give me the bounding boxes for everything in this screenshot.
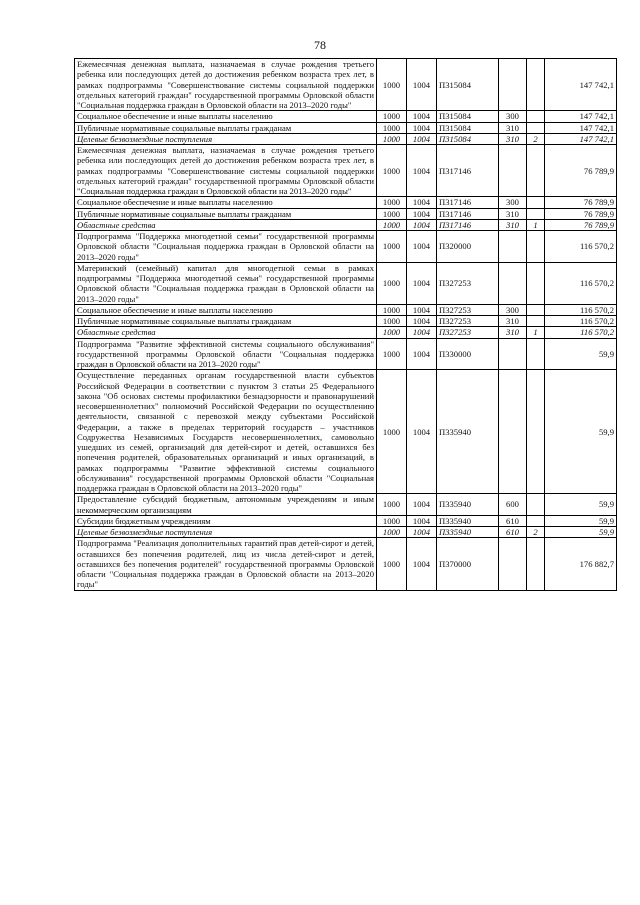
table-row	[75, 262, 617, 304]
amount: 76 789,9	[545, 145, 617, 197]
row-name: Подпрограмма "Развитие эффективной системы социального обслуживания" государственной программы Орловской области "Социальная поддержка граждан в Орловской области на 2013–2020 годы"	[75, 338, 377, 370]
funding-source-code	[527, 59, 545, 111]
target-article-code: П335940	[437, 370, 499, 494]
amount: 116 570,2	[545, 327, 617, 338]
target-article-code: П315084	[437, 133, 499, 144]
expense-type-code: 300	[499, 111, 527, 122]
subsection-code: 1004	[407, 538, 437, 590]
row-name: Социальное обеспечение и иные выплаты населению	[75, 111, 377, 122]
budget-table	[74, 58, 617, 591]
target-article-code: П327253	[437, 316, 499, 327]
section-code: 1000	[377, 145, 407, 197]
target-article-code: П320000	[437, 231, 499, 263]
funding-source-code	[527, 145, 545, 197]
target-article-code: П315084	[437, 122, 499, 133]
target-article-code: П317146	[437, 208, 499, 219]
target-article-code: П327253	[437, 327, 499, 338]
funding-source-code	[527, 208, 545, 219]
target-article-code: П315084	[437, 59, 499, 111]
funding-source-code	[527, 111, 545, 122]
amount: 176 882,7	[545, 538, 617, 590]
row-name: Целевые безвозмездные поступления	[75, 133, 377, 144]
expense-type-code: 310	[499, 122, 527, 133]
expense-type-code: 600	[499, 494, 527, 516]
subsection-code: 1004	[407, 231, 437, 263]
subsection-code: 1004	[407, 122, 437, 133]
amount: 116 570,2	[545, 262, 617, 304]
subsection-code: 1004	[407, 338, 437, 370]
section-code: 1000	[377, 208, 407, 219]
table-row	[75, 538, 617, 590]
row-name: Целевые безвозмездные поступления	[75, 527, 377, 538]
row-name: Подпрограмма "Реализация дополнительных гарантий прав детей-сирот и детей, оставшихся без попечения родителей, лиц из числа детей-сирот и детей, оставшихся без попечения родителей" государственной программы Орловской области "Социальная поддержка граждан в Орловской области на 2013–2020 годы"	[75, 538, 377, 590]
funding-source-code	[527, 197, 545, 208]
section-code: 1000	[377, 133, 407, 144]
subsection-code: 1004	[407, 527, 437, 538]
target-article-code: П327253	[437, 304, 499, 315]
row-name: Областные средства	[75, 219, 377, 230]
funding-source-code	[527, 515, 545, 526]
amount: 147 742,1	[545, 111, 617, 122]
page-number: 78	[314, 38, 326, 52]
target-article-code: П317146	[437, 219, 499, 230]
target-article-code: П317146	[437, 145, 499, 197]
section-code: 1000	[377, 515, 407, 526]
subsection-code: 1004	[407, 262, 437, 304]
expense-type-code	[499, 231, 527, 263]
funding-source-code	[527, 304, 545, 315]
row-name: Социальное обеспечение и иные выплаты населению	[75, 304, 377, 315]
funding-source-code	[527, 231, 545, 263]
row-name: Публичные нормативные социальные выплаты гражданам	[75, 316, 377, 327]
funding-source-code: 2	[527, 133, 545, 144]
expense-type-code	[499, 338, 527, 370]
expense-type-code: 310	[499, 133, 527, 144]
row-name: Предоставление субсидий бюджетным, автономным учреждениям и иным некоммерческим организациям	[75, 494, 377, 516]
funding-source-code	[527, 538, 545, 590]
section-code: 1000	[377, 197, 407, 208]
section-code: 1000	[377, 370, 407, 494]
expense-type-code: 300	[499, 304, 527, 315]
table-row	[75, 122, 617, 133]
section-code: 1000	[377, 219, 407, 230]
amount: 116 570,2	[545, 316, 617, 327]
target-article-code: П330000	[437, 338, 499, 370]
table-row	[75, 145, 617, 197]
table-row	[75, 111, 617, 122]
row-name: Осуществление переданных органам государственной власти субъектов Российской Федерации в соответствии с пунктом 3 статьи 25 Федерального закона "Об основах системы профилактики безнадзорности и правонарушений несовершеннолетних" полномочий Российской Федерации по осуществлению деятельности, связанной с перевозкой между субъектами Российской Федерации, а также в пределах территорий государств – участников Содружества Независимых Государств несовершеннолетних, самовольно ушедших из семей, организаций для детей-сирот и детей, оставшихся без попечения родителей, образовательных организаций и иных организаций, в рамках подпрограммы "Развитие эффективной системы социального обслуживания" государственной программы Орловской области "Социальная поддержка граждан в Орловской области на 2013–2020 годы"	[75, 370, 377, 494]
subsection-code: 1004	[407, 111, 437, 122]
target-article-code: П327253	[437, 262, 499, 304]
table-row	[75, 59, 617, 111]
table-row	[75, 494, 617, 516]
section-code: 1000	[377, 304, 407, 315]
expense-type-code: 610	[499, 527, 527, 538]
expense-type-code: 610	[499, 515, 527, 526]
amount: 76 789,9	[545, 208, 617, 219]
subsection-code: 1004	[407, 208, 437, 219]
subsection-code: 1004	[407, 59, 437, 111]
table-row	[75, 197, 617, 208]
section-code: 1000	[377, 111, 407, 122]
amount: 59,9	[545, 494, 617, 516]
table-row	[75, 219, 617, 230]
subsection-code: 1004	[407, 494, 437, 516]
table-row	[75, 208, 617, 219]
table-row	[75, 527, 617, 538]
subsection-code: 1004	[407, 370, 437, 494]
row-name: Публичные нормативные социальные выплаты гражданам	[75, 122, 377, 133]
expense-type-code: 300	[499, 197, 527, 208]
subsection-code: 1004	[407, 145, 437, 197]
expense-type-code	[499, 370, 527, 494]
subsection-code: 1004	[407, 219, 437, 230]
row-name: Областные средства	[75, 327, 377, 338]
table-row	[75, 338, 617, 370]
expense-type-code	[499, 145, 527, 197]
amount: 59,9	[545, 515, 617, 526]
amount: 147 742,1	[545, 133, 617, 144]
expense-type-code: 310	[499, 316, 527, 327]
table-row	[75, 231, 617, 263]
subsection-code: 1004	[407, 304, 437, 315]
amount: 116 570,2	[545, 231, 617, 263]
target-article-code: П335940	[437, 494, 499, 516]
funding-source-code	[527, 316, 545, 327]
funding-source-code	[527, 338, 545, 370]
section-code: 1000	[377, 327, 407, 338]
expense-type-code	[499, 59, 527, 111]
table-row	[75, 327, 617, 338]
table-row	[75, 515, 617, 526]
amount: 76 789,9	[545, 197, 617, 208]
funding-source-code: 2	[527, 527, 545, 538]
target-article-code: П335940	[437, 527, 499, 538]
row-name: Публичные нормативные социальные выплаты гражданам	[75, 208, 377, 219]
target-article-code: П315084	[437, 111, 499, 122]
section-code: 1000	[377, 527, 407, 538]
row-name: Подпрограмма "Поддержка многодетной семьи" государственной программы Орловской области "Социальная поддержка граждан в Орловской области на 2013–2020 годы"	[75, 231, 377, 263]
amount: 59,9	[545, 527, 617, 538]
expense-type-code	[499, 538, 527, 590]
expense-type-code: 310	[499, 208, 527, 219]
subsection-code: 1004	[407, 515, 437, 526]
funding-source-code: 1	[527, 219, 545, 230]
row-name: Субсидии бюджетным учреждениям	[75, 515, 377, 526]
amount: 76 789,9	[545, 219, 617, 230]
target-article-code: П370000	[437, 538, 499, 590]
amount: 147 742,1	[545, 122, 617, 133]
section-code: 1000	[377, 122, 407, 133]
row-name: Социальное обеспечение и иные выплаты населению	[75, 197, 377, 208]
funding-source-code	[527, 494, 545, 516]
funding-source-code: 1	[527, 327, 545, 338]
funding-source-code	[527, 122, 545, 133]
amount: 147 742,1	[545, 59, 617, 111]
section-code: 1000	[377, 316, 407, 327]
expense-type-code: 310	[499, 327, 527, 338]
row-name: Материнский (семейный) капитал для многодетной семьи в рамках подпрограммы "Поддержка многодетной семьи" государственной программы Орловской области "Социальная поддержка граждан в Орловской области на 2013–2020 годы"	[75, 262, 377, 304]
subsection-code: 1004	[407, 316, 437, 327]
subsection-code: 1004	[407, 327, 437, 338]
amount: 59,9	[545, 370, 617, 494]
amount: 59,9	[545, 338, 617, 370]
row-name: Ежемесячная денежная выплата, назначаемая в случае рождения третьего ребенка или последующих детей до достижения ребенком возраста трех лет, в рамках подпрограммы "Совершенствование системы социальной поддержки отдельных категорий граждан" государственной программы Орловской области "Социальная поддержка граждан в Орловской области на 2013–2020 годы"	[75, 59, 377, 111]
table-row	[75, 133, 617, 144]
expense-type-code	[499, 262, 527, 304]
table-row	[75, 370, 617, 494]
section-code: 1000	[377, 59, 407, 111]
subsection-code: 1004	[407, 197, 437, 208]
expense-type-code: 310	[499, 219, 527, 230]
amount: 116 570,2	[545, 304, 617, 315]
section-code: 1000	[377, 538, 407, 590]
section-code: 1000	[377, 338, 407, 370]
funding-source-code	[527, 262, 545, 304]
table-row	[75, 316, 617, 327]
section-code: 1000	[377, 262, 407, 304]
budget-table-body	[75, 59, 617, 591]
section-code: 1000	[377, 231, 407, 263]
section-code: 1000	[377, 494, 407, 516]
table-row	[75, 304, 617, 315]
target-article-code: П317146	[437, 197, 499, 208]
funding-source-code	[527, 370, 545, 494]
subsection-code: 1004	[407, 133, 437, 144]
target-article-code: П335940	[437, 515, 499, 526]
row-name: Ежемесячная денежная выплата, назначаемая в случае рождения третьего ребенка или последующих детей до достижения ребенком возраста трех лет, в рамках подпрограммы "Совершенствование системы социальной поддержки отдельных категорий граждан" государственной программы Орловской области "Социальная поддержка граждан в Орловской области на 2013–2020 годы"	[75, 145, 377, 197]
